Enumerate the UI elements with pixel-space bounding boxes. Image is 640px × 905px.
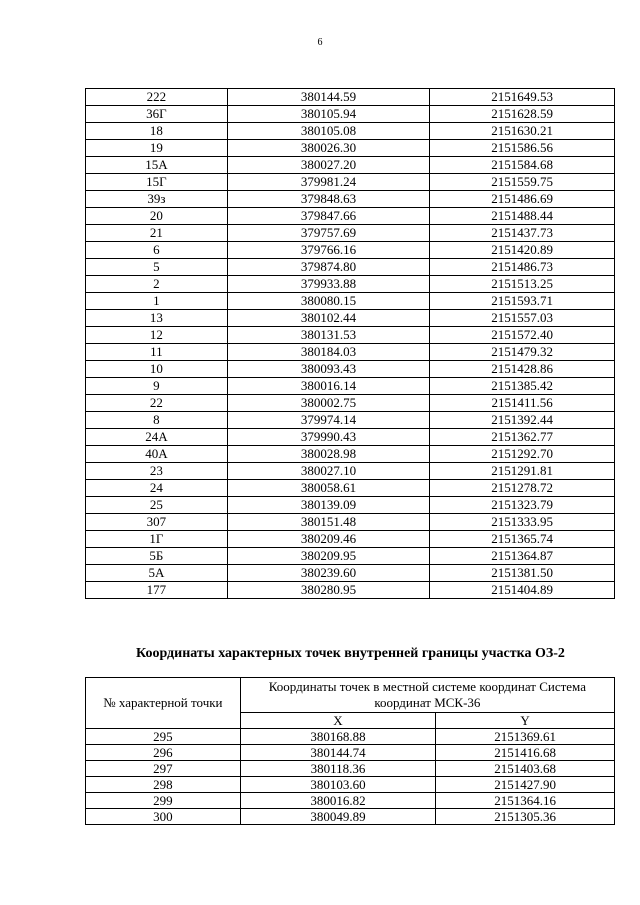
coordinates-table-continued — [85, 88, 615, 599]
table-row — [86, 327, 615, 344]
x-coordinate-cell: 380139.09 — [227, 497, 429, 514]
point-number-cell: 9 — [86, 378, 228, 395]
x-coordinate-cell: 379990.43 — [227, 429, 429, 446]
y-coordinate-cell: 2151437.73 — [430, 225, 615, 242]
point-number-cell: 39з — [86, 191, 228, 208]
y-coordinate-cell: 2151486.73 — [430, 259, 615, 276]
point-number-cell: 307 — [86, 514, 228, 531]
point-number-cell: 18 — [86, 123, 228, 140]
point-number-cell: 6 — [86, 242, 228, 259]
header-x: X — [240, 713, 435, 729]
point-number-cell: 12 — [86, 327, 228, 344]
table-row — [86, 191, 615, 208]
header-coordinates: Координаты точек в местной системе координат Система координат МСК-36 — [240, 678, 614, 713]
point-number-cell: 1Г — [86, 531, 228, 548]
x-coordinate-cell: 380209.46 — [227, 531, 429, 548]
table-row — [86, 412, 615, 429]
point-number-cell: 15Г — [86, 174, 228, 191]
table-row — [86, 531, 615, 548]
x-coordinate-cell: 379974.14 — [227, 412, 429, 429]
x-coordinate-cell: 380093.43 — [227, 361, 429, 378]
y-coordinate-cell: 2151486.69 — [430, 191, 615, 208]
table-row — [86, 463, 615, 480]
x-coordinate-cell: 380049.89 — [240, 809, 435, 825]
x-coordinate-cell: 379757.69 — [227, 225, 429, 242]
point-number-cell: 5Б — [86, 548, 228, 565]
table-row — [86, 157, 615, 174]
point-number-cell: 25 — [86, 497, 228, 514]
x-coordinate-cell: 380027.10 — [227, 463, 429, 480]
table-row — [86, 395, 615, 412]
coordinates-table-body — [86, 89, 615, 599]
point-number-cell: 24 — [86, 480, 228, 497]
x-coordinate-cell: 380102.44 — [227, 310, 429, 327]
x-coordinate-cell: 380080.15 — [227, 293, 429, 310]
y-coordinate-cell: 2151291.81 — [430, 463, 615, 480]
x-coordinate-cell: 380151.48 — [227, 514, 429, 531]
table-row — [86, 293, 615, 310]
point-number-cell: 24А — [86, 429, 228, 446]
y-coordinate-cell: 2151630.21 — [430, 123, 615, 140]
x-coordinate-cell: 380118.36 — [240, 761, 435, 777]
y-coordinate-cell: 2151559.75 — [430, 174, 615, 191]
point-number-cell: 13 — [86, 310, 228, 327]
table-row — [86, 480, 615, 497]
table-row — [86, 761, 615, 777]
x-coordinate-cell: 380144.74 — [240, 745, 435, 761]
table-row — [86, 89, 615, 106]
y-coordinate-cell: 2151365.74 — [430, 531, 615, 548]
x-coordinate-cell: 380103.60 — [240, 777, 435, 793]
y-coordinate-cell: 2151649.53 — [430, 89, 615, 106]
table-row — [86, 582, 615, 599]
table-row — [86, 174, 615, 191]
y-coordinate-cell: 2151333.95 — [430, 514, 615, 531]
y-coordinate-cell: 2151385.42 — [430, 378, 615, 395]
page-number: 6 — [317, 37, 323, 48]
point-number-cell: 299 — [86, 793, 241, 809]
y-coordinate-cell: 2151364.87 — [430, 548, 615, 565]
point-number-cell: 22 — [86, 395, 228, 412]
y-coordinate-cell: 2151488.44 — [430, 208, 615, 225]
y-coordinate-cell: 2151411.56 — [430, 395, 615, 412]
x-coordinate-cell: 380105.08 — [227, 123, 429, 140]
table-row — [86, 361, 615, 378]
header-point-number: № характерной точки — [86, 678, 241, 729]
point-number-cell: 23 — [86, 463, 228, 480]
point-number-cell: 21 — [86, 225, 228, 242]
point-number-cell: 222 — [86, 89, 228, 106]
x-coordinate-cell: 380016.82 — [240, 793, 435, 809]
point-number-cell: 40А — [86, 446, 228, 463]
y-coordinate-cell: 2151403.68 — [436, 761, 615, 777]
x-coordinate-cell: 379933.88 — [227, 276, 429, 293]
y-coordinate-cell: 2151392.44 — [430, 412, 615, 429]
y-coordinate-cell: 2151584.68 — [430, 157, 615, 174]
table-row — [86, 777, 615, 793]
table-row — [86, 548, 615, 565]
point-number-cell: 177 — [86, 582, 228, 599]
table-row — [86, 208, 615, 225]
x-coordinate-cell: 380239.60 — [227, 565, 429, 582]
table-row — [86, 225, 615, 242]
table-row — [86, 276, 615, 293]
table-row — [86, 793, 615, 809]
x-coordinate-cell: 379848.63 — [227, 191, 429, 208]
y-coordinate-cell: 2151292.70 — [430, 446, 615, 463]
point-number-cell: 2 — [86, 276, 228, 293]
y-coordinate-cell: 2151305.36 — [436, 809, 615, 825]
y-coordinate-cell: 2151628.59 — [430, 106, 615, 123]
table-row — [86, 514, 615, 531]
point-number-cell: 295 — [86, 729, 241, 745]
table-row — [86, 259, 615, 276]
y-coordinate-cell: 2151557.03 — [430, 310, 615, 327]
y-coordinate-cell: 2151586.56 — [430, 140, 615, 157]
point-number-cell: 298 — [86, 777, 241, 793]
y-coordinate-cell: 2151416.68 — [436, 745, 615, 761]
table-header-row — [86, 678, 615, 713]
y-coordinate-cell: 2151362.77 — [430, 429, 615, 446]
inner-boundary-table-body — [86, 678, 615, 825]
section-title: Координаты характерных точек внутренней границы участка ОЗ-2 — [136, 646, 565, 661]
y-coordinate-cell: 2151381.50 — [430, 565, 615, 582]
table-row — [86, 497, 615, 514]
x-coordinate-cell: 380058.61 — [227, 480, 429, 497]
y-coordinate-cell: 2151323.79 — [430, 497, 615, 514]
table-row — [86, 809, 615, 825]
point-number-cell: 297 — [86, 761, 241, 777]
x-coordinate-cell: 380105.94 — [227, 106, 429, 123]
x-coordinate-cell: 380028.98 — [227, 446, 429, 463]
table-row — [86, 242, 615, 259]
x-coordinate-cell: 380209.95 — [227, 548, 429, 565]
x-coordinate-cell: 380026.30 — [227, 140, 429, 157]
y-coordinate-cell: 2151369.61 — [436, 729, 615, 745]
x-coordinate-cell: 380027.20 — [227, 157, 429, 174]
point-number-cell: 300 — [86, 809, 241, 825]
table-row — [86, 106, 615, 123]
point-number-cell: 20 — [86, 208, 228, 225]
y-coordinate-cell: 2151572.40 — [430, 327, 615, 344]
table-row — [86, 429, 615, 446]
y-coordinate-cell: 2151278.72 — [430, 480, 615, 497]
table-row — [86, 123, 615, 140]
x-coordinate-cell: 379847.66 — [227, 208, 429, 225]
point-number-cell: 296 — [86, 745, 241, 761]
y-coordinate-cell: 2151428.86 — [430, 361, 615, 378]
table-row — [86, 378, 615, 395]
point-number-cell: 1 — [86, 293, 228, 310]
x-coordinate-cell: 380016.14 — [227, 378, 429, 395]
table-row — [86, 310, 615, 327]
table-row — [86, 344, 615, 361]
y-coordinate-cell: 2151593.71 — [430, 293, 615, 310]
x-coordinate-cell: 380168.88 — [240, 729, 435, 745]
table-row — [86, 565, 615, 582]
point-number-cell: 36Г — [86, 106, 228, 123]
y-coordinate-cell: 2151420.89 — [430, 242, 615, 259]
x-coordinate-cell: 379981.24 — [227, 174, 429, 191]
x-coordinate-cell: 380131.53 — [227, 327, 429, 344]
point-number-cell: 15А — [86, 157, 228, 174]
y-coordinate-cell: 2151427.90 — [436, 777, 615, 793]
y-coordinate-cell: 2151479.32 — [430, 344, 615, 361]
point-number-cell: 5А — [86, 565, 228, 582]
y-coordinate-cell: 2151513.25 — [430, 276, 615, 293]
y-coordinate-cell: 2151404.89 — [430, 582, 615, 599]
point-number-cell: 19 — [86, 140, 228, 157]
y-coordinate-cell: 2151364.16 — [436, 793, 615, 809]
x-coordinate-cell: 380280.95 — [227, 582, 429, 599]
x-coordinate-cell: 380184.03 — [227, 344, 429, 361]
x-coordinate-cell: 380144.59 — [227, 89, 429, 106]
table-row — [86, 446, 615, 463]
x-coordinate-cell: 380002.75 — [227, 395, 429, 412]
inner-boundary-coordinates-table — [85, 677, 615, 825]
point-number-cell: 10 — [86, 361, 228, 378]
x-coordinate-cell: 379766.16 — [227, 242, 429, 259]
point-number-cell: 8 — [86, 412, 228, 429]
table-row — [86, 745, 615, 761]
point-number-cell: 5 — [86, 259, 228, 276]
table-row — [86, 140, 615, 157]
header-y: Y — [436, 713, 615, 729]
x-coordinate-cell: 379874.80 — [227, 259, 429, 276]
table-row — [86, 729, 615, 745]
point-number-cell: 11 — [86, 344, 228, 361]
